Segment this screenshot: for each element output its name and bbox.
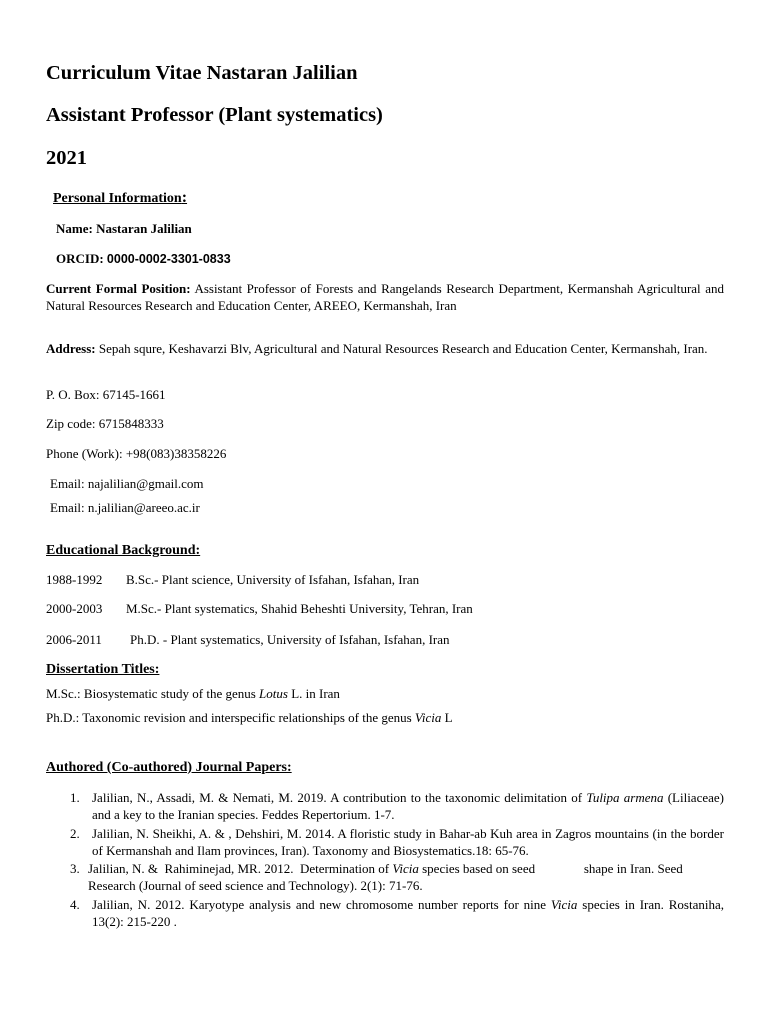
paper-taxon: Vicia: [550, 897, 578, 912]
phone-work: Phone (Work): +98(083)38358226: [46, 446, 227, 461]
position-title: Assistant Professor (Plant systematics): [46, 104, 383, 126]
paper-taxon: Vicia: [392, 861, 419, 876]
dissertation-msc: [46, 686, 340, 702]
edu-years-phd: 2006-2011: [46, 632, 102, 647]
paper-item: [70, 860, 724, 894]
cv-year: 2021: [46, 147, 87, 169]
name-label: Name:: [56, 221, 93, 236]
zip-code: Zip code: 6715848333: [46, 416, 164, 431]
dissertation-heading: Dissertation Titles:: [46, 662, 160, 677]
edu-degree-phd: Ph.D. - Plant systematics, University of Isfahan, Isfahan, Iran: [130, 632, 450, 647]
name-line: [56, 221, 192, 237]
paper-text: Jalilian, N. Sheikhi, A. & , Dehshiri, M. 2014. A floristic study in Bahar-ab Kuh area in Zagros mountains (in the border of Kermanshah and Ilam provinces, Iran). Taxonomy and Biosystematics.18: 65-76.: [92, 826, 724, 858]
po-box: P. O. Box: 67145-1661: [46, 387, 166, 402]
edu-years-bsc: 1988-1992: [46, 572, 103, 587]
personal-info-heading-colon: :: [181, 189, 188, 206]
dissertation-msc-genus: Lotus: [259, 686, 288, 701]
paper-number: 1.: [70, 790, 80, 805]
paper-number: 2.: [70, 826, 80, 841]
personal-info-heading-text: Personal Information: [53, 191, 182, 206]
orcid-label: ORCID:: [56, 251, 104, 266]
education-heading: Educational Background:: [46, 543, 201, 558]
email-personal: Email: najalilian@gmail.com: [50, 476, 204, 491]
dissertation-phd: [46, 710, 453, 726]
edu-degree-bsc: B.Sc.- Plant science, University of Isfahan, Isfahan, Iran: [126, 572, 420, 587]
dissertation-msc-suffix: L. in Iran: [287, 686, 340, 701]
paper-text: Jalilian, N. 2012. Karyotype analysis and new chromosome number reports for nine: [92, 897, 551, 912]
paper-item: [70, 825, 724, 859]
paper-text: Jalilian, N. & Rahiminejad, MR. 2012. Determination of: [88, 861, 393, 876]
current-position-value: Assistant Professor of Forests and Rangelands Research Department, Kermanshah Agricultural and Natural Resources Research and Education Center, AREEO, Kermanshah, Iran: [46, 281, 724, 313]
paper-text-end: species based on seed shape in Iran. Seed Research (Journal of seed science and Technology). 2(1): 71-76.: [88, 861, 687, 893]
email-work: Email: n.jalilian@areeo.ac.ir: [50, 500, 200, 515]
paper-number: 4.: [70, 897, 80, 912]
orcid-line: [56, 251, 231, 267]
paper-item: [70, 896, 724, 930]
cv-title: Curriculum Vitae Nastaran Jalilian: [46, 62, 358, 84]
name-value: Nastaran Jalilian: [96, 221, 192, 236]
address: [46, 340, 724, 357]
dissertation-phd-text: Ph.D.: Taxonomic revision and interspecific relationships of the genus: [46, 710, 415, 725]
paper-text-end: species in Iran. Rostaniha, 13(2): 215-220 .: [92, 897, 724, 929]
edu-degree-msc: M.Sc.- Plant systematics, Shahid Beheshti University, Tehran, Iran: [126, 601, 473, 616]
paper-text-end: (Liliaceae) and a key to the Iranian species. Feddes Repertorium. 1-7.: [92, 790, 724, 822]
dissertation-msc-text: M.Sc.: Biosystematic study of the genus: [46, 686, 260, 701]
current-position-label: Current Formal Position:: [46, 281, 191, 296]
paper-taxon: Tulipa armena: [586, 790, 664, 805]
dissertation-phd-genus: Vicia: [414, 710, 442, 725]
address-label: Address:: [46, 341, 96, 356]
address-value: Sepah squre, Keshavarzi Blv, Agricultural and Natural Resources Research and Education Center, Kermanshah, Iran.: [98, 341, 708, 356]
edu-years-msc: 2000-2003: [46, 601, 103, 616]
personal-info-heading: [53, 189, 187, 207]
paper-text: Jalilian, N., Assadi, M. & Nemati, M. 2019. A contribution to the taxonomic delimitation of: [92, 790, 587, 805]
dissertation-phd-suffix: L: [441, 710, 453, 725]
paper-item: [70, 789, 724, 823]
paper-number: 3.: [70, 861, 80, 876]
current-position: [46, 280, 724, 314]
papers-heading: Authored (Co-authored) Journal Papers:: [46, 760, 292, 775]
orcid-value: 0000-0002-3301-0833: [106, 252, 231, 266]
